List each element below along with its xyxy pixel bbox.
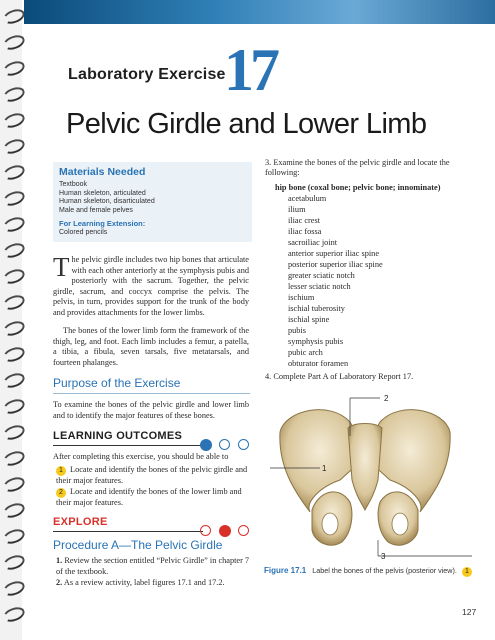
- outcome-number-badge: 1: [56, 466, 66, 476]
- step-number: 2.: [56, 578, 63, 587]
- arrow-icon: [238, 525, 249, 536]
- hip-bone-term: lesser sciatic notch: [288, 282, 351, 291]
- obturator-foramen-left: [322, 513, 338, 535]
- learning-extension-title: For Learning Extension:: [59, 219, 146, 228]
- binding-ring: [1, 85, 26, 105]
- obturator-foramen-right: [392, 513, 408, 535]
- header-banner: [24, 0, 495, 24]
- hip-bone-term: symphysis pubis: [288, 337, 344, 346]
- binding-ring: [1, 137, 26, 157]
- hip-bone-term: ischial tuberosity: [288, 304, 345, 313]
- binding-ring: [1, 319, 26, 339]
- outcomes-lead: After completing this exercise, you should be able to: [53, 452, 229, 461]
- outcome-item-1: [56, 465, 252, 487]
- hip-bone-term: posterior superior iliac spine: [288, 260, 383, 269]
- hip-bone-term: ischial spine: [288, 315, 330, 324]
- pelvis-figure: [250, 392, 480, 562]
- procedure-step-4: [265, 372, 465, 382]
- materials-item: Textbook: [59, 181, 88, 188]
- binding-ring: [1, 293, 26, 313]
- hip-bone-term: obturator foramen: [288, 359, 349, 368]
- materials-item: Male and female pelves: [59, 206, 133, 214]
- dropcap: T: [53, 252, 70, 282]
- materials-list: [59, 181, 155, 215]
- purpose-heading: Purpose of the Exercise: [53, 376, 181, 390]
- figure-label-1: 1: [322, 464, 327, 473]
- binding-ring: [1, 501, 26, 521]
- hip-bone-term: anterior superior iliac spine: [288, 249, 380, 258]
- materials-box: [53, 162, 252, 242]
- purpose-rule: [53, 393, 250, 394]
- binding-ring: [1, 345, 26, 365]
- hip-bone-term: ischium: [288, 293, 315, 302]
- binding-ring: [1, 605, 26, 625]
- materials-item: Human skeleton, articulated: [59, 189, 146, 197]
- hip-bone-term: greater sciatic notch: [288, 271, 355, 280]
- outcome-number-badge: 2: [56, 488, 66, 498]
- hip-bone-term: iliac fossa: [288, 227, 322, 236]
- arrow-icon: [200, 525, 211, 536]
- explore-heading: EXPLORE: [53, 516, 108, 528]
- figure-caption: [264, 566, 476, 577]
- binding-ring: [1, 423, 26, 443]
- arrow-icon: [219, 525, 231, 537]
- procedure-step-2: [56, 578, 252, 589]
- step-number: 1.: [56, 556, 63, 565]
- binding-ring: [1, 33, 26, 53]
- figure-caption-label: Figure 17.1: [264, 566, 307, 575]
- explore-progress-arrows: [200, 525, 254, 537]
- materials-title: Materials Needed: [59, 166, 146, 178]
- binding-ring: [1, 553, 26, 573]
- hip-bone-term: ilium: [288, 205, 306, 214]
- binding-ring: [1, 215, 26, 235]
- step-text: Examine the bones of the pelvic girdle and locate the following:: [265, 158, 450, 178]
- binding-ring: [1, 371, 26, 391]
- outcome-text: Locate and identify the bones of the lower limb and their major features.: [56, 487, 242, 507]
- outcomes-rule: [53, 445, 203, 446]
- intro-text-1: he pelvic girdle includes two hip bones that articulate with each other anteriorly at the symphysis pubis and posteriorly with the sacrum. Together, the pelvic girdle, sacrum, and coccyx comprise the pelvis. The pelvis, in turn, provides support for the trunk of the body and provides attachments for the lower limbs.: [53, 255, 249, 317]
- figure-label-3: 3: [381, 552, 386, 561]
- materials-item: Human skeleton, disarticulated: [59, 198, 155, 206]
- purpose-text: To examine the bones of the pelvic girdle and lower limb and to identify the major features of these bones.: [53, 400, 249, 420]
- binding-ring: [1, 449, 26, 469]
- step-number: 3.: [265, 158, 272, 167]
- outcomes-progress-arrows: [200, 439, 254, 451]
- arrow-icon: [200, 439, 212, 451]
- hip-bone-term: sacroiliac joint: [288, 238, 338, 247]
- binding-ring: [1, 7, 26, 27]
- figure-caption-text: Label the bones of the pelvis (posterior view).: [312, 566, 457, 575]
- spiral-binding: [0, 0, 22, 640]
- arrow-icon: [238, 439, 249, 450]
- outcome-item-2: [56, 487, 252, 509]
- procedure-heading: Procedure A—The Pelvic Girdle: [53, 538, 223, 552]
- procedure-step-3: [265, 158, 465, 179]
- hip-bone-heading: hip bone (coxal bone; pelvic bone; innominate): [275, 183, 441, 192]
- binding-ring: [1, 579, 26, 599]
- step-text: As a review activity, label figures 17.1 and 17.2.: [63, 578, 225, 587]
- binding-ring: [1, 527, 26, 547]
- lab-exercise-number: 17: [224, 37, 276, 103]
- hip-bone-term: pubic arch: [288, 348, 323, 357]
- hip-bone-term: pubis: [288, 326, 306, 335]
- explore-rule: [53, 531, 203, 532]
- binding-ring: [1, 241, 26, 261]
- step-number: 4.: [265, 372, 272, 381]
- hip-bone-term: acetabulum: [288, 194, 327, 203]
- learning-outcomes-heading: LEARNING OUTCOMES: [53, 430, 183, 442]
- intro-paragraph-2: The bones of the lower limb form the framework of the thigh, leg, and foot. Each limb includes a femur, a patella, a tibia, a fibula, seven tarsals, five metatarsals, and fourteen phalanges.: [53, 326, 249, 367]
- step-text: Complete Part A of Laboratory Report 17.: [273, 372, 414, 381]
- figure-label-2: 2: [384, 394, 389, 403]
- intro-paragraph-1: [53, 252, 249, 319]
- figure-outcome-badge: 1: [462, 567, 472, 577]
- binding-ring: [1, 59, 26, 79]
- lab-exercise-label: Laboratory Exercise: [68, 66, 226, 83]
- page-title: Pelvic Girdle and Lower Limb: [66, 108, 427, 140]
- step-text: Review the section entitled “Pelvic Girdle” in chapter 7 of the textbook.: [56, 556, 250, 576]
- binding-ring: [1, 189, 26, 209]
- learning-extension-item: Colored pencils: [59, 229, 108, 236]
- page-number: 127: [462, 607, 477, 617]
- binding-ring: [1, 267, 26, 287]
- procedure-step-1: [56, 556, 252, 577]
- binding-ring: [1, 111, 26, 131]
- binding-ring: [1, 475, 26, 495]
- sacrum: [348, 424, 382, 511]
- arrow-icon: [219, 439, 230, 450]
- binding-ring: [1, 397, 26, 417]
- binding-ring: [1, 163, 26, 183]
- outcome-text: Locate and identify the bones of the pelvic girdle and their major features.: [56, 465, 248, 485]
- hip-bone-term: iliac crest: [288, 216, 321, 225]
